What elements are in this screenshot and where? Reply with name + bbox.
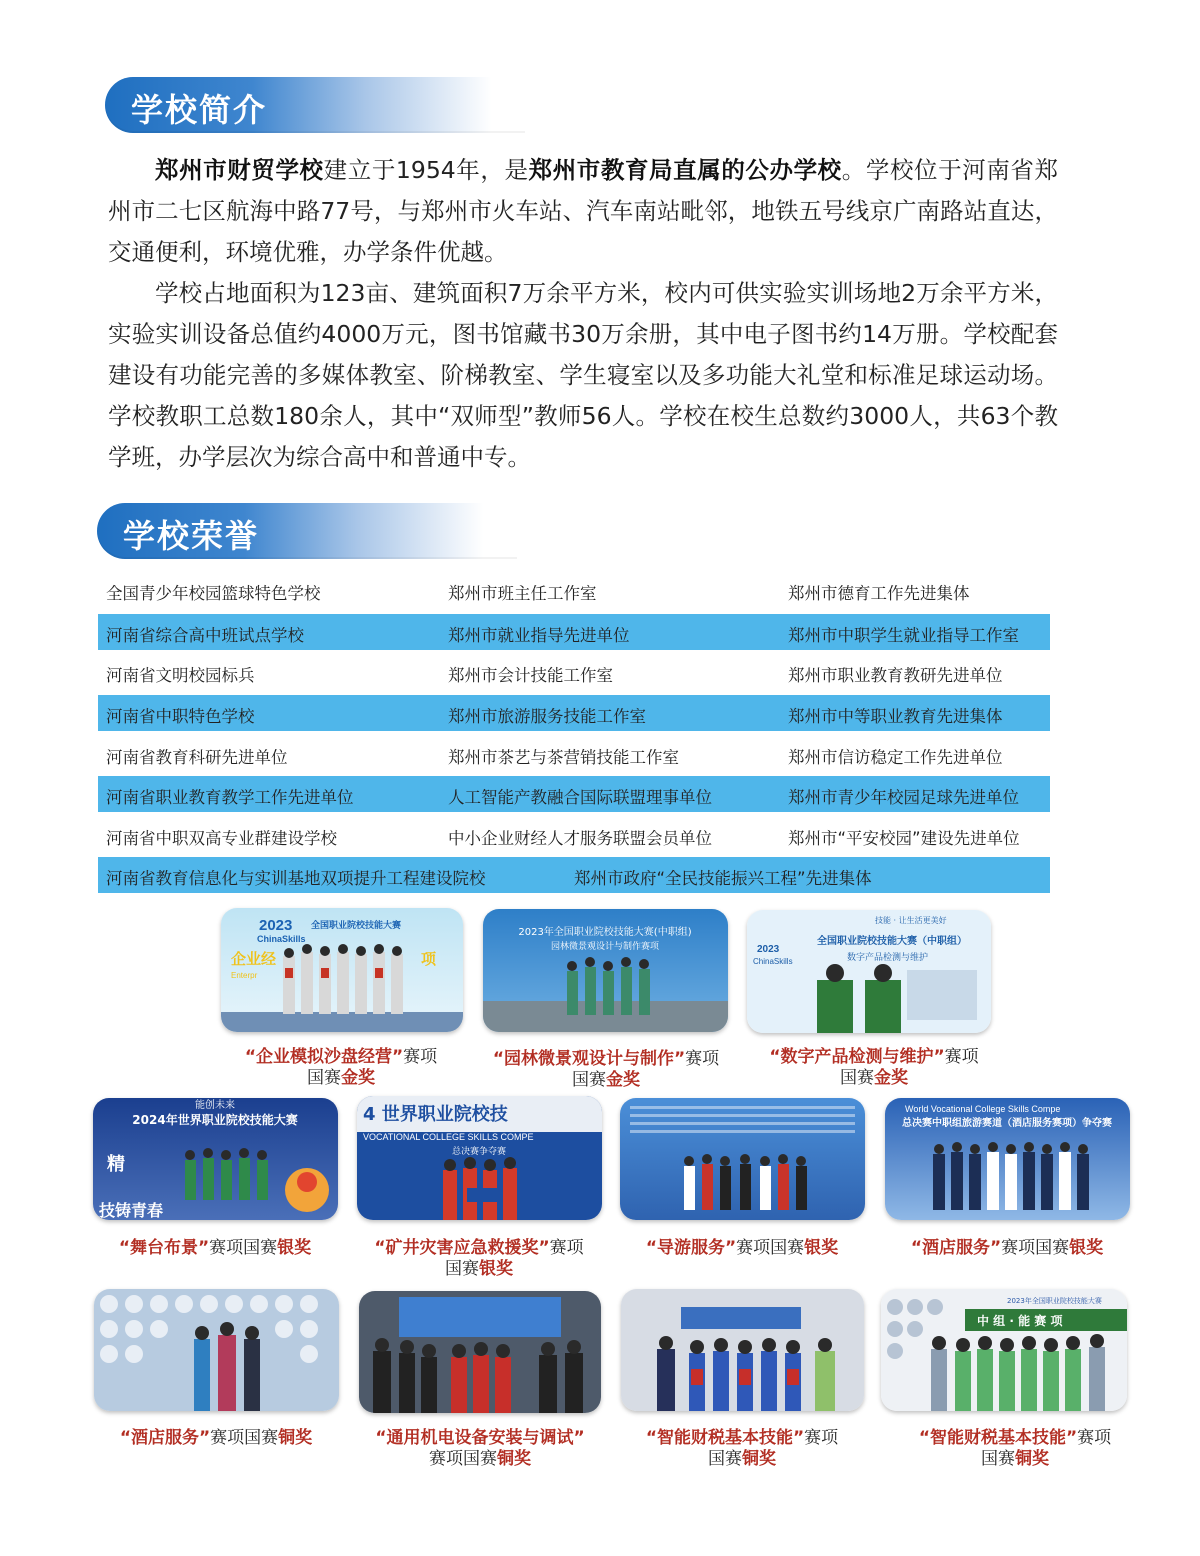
honor-row [98,857,1050,893]
honor-row [98,736,1050,772]
svg-text:2023年全国职业院校技能大赛(中职组): 2023年全国职业院校技能大赛(中职组) [518,927,692,938]
honor-row [98,654,1050,690]
honor-item: 郑州市“平安校园”建设先进单位 [788,829,1020,848]
honor-item: 河南省文明校园标兵 [106,666,255,685]
honor-item: 郑州市就业指导先进单位 [448,626,630,645]
award-photo [359,1291,601,1413]
award-caption: “通用机电设备安装与调试” 赛项国赛铜奖 [375,1428,585,1469]
award-caption: “园林微景观设计与制作”赛项 国赛金奖 [492,1049,720,1090]
award-caption: “酒店服务”赛项国赛银奖 [910,1238,1104,1258]
award-photo [357,1096,602,1220]
honor-item: 河南省教育科研先进单位 [106,748,288,767]
honor-item: 郑州市旅游服务技能工作室 [448,707,646,726]
section-title-honor [97,503,517,559]
honor-item: 郑州市政府“全民技能振兴工程”先进集体 [574,869,872,888]
svg-text:技能 · 让生活更美好: 技能 · 让生活更美好 [875,916,947,925]
award-caption: “舞台布景”赛项国赛银奖 [118,1238,312,1258]
svg-text:数字产品检测与维护: 数字产品检测与维护 [847,953,929,963]
svg-text:VOCATIONAL COLLEGE SKILLS COMP: VOCATIONAL COLLEGE SKILLS COMPE [363,1132,534,1142]
award-photo [221,908,463,1032]
award-photo [747,910,991,1033]
honor-item: 人工智能产教融合国际联盟理事单位 [448,788,712,807]
award-caption: “数字产品检测与维护”赛项 国赛金奖 [769,1047,979,1088]
award-caption: “导游服务”赛项国赛银奖 [645,1238,839,1258]
svg-text:能创未来: 能创未来 [195,1100,235,1111]
honor-item: 郑州市德育工作先进集体 [788,584,970,603]
honor-item: 郑州市班主任工作室 [448,584,597,603]
honor-item: 郑州市茶艺与茶营销技能工作室 [448,748,679,767]
section-title-text: 学校荣誉 [123,517,260,555]
award-photo [483,909,728,1032]
honor-item: 郑州市中等职业教育先进集体 [788,707,1003,726]
svg-text:技铸青春: 技铸青春 [99,1201,164,1220]
svg-text:2024年世界职业院校技能大赛: 2024年世界职业院校技能大赛 [132,1113,298,1127]
svg-text:全国职业院校技能大赛: 全国职业院校技能大赛 [311,921,402,931]
honor-item: 河南省教育信息化与实训基地双项提升工程建设院校 [106,869,486,888]
svg-text:2023: 2023 [757,944,780,955]
honor-item: 河南省中职双高专业群建设学校 [106,829,337,848]
award-caption: “酒店服务”赛项国赛铜奖 [119,1428,313,1448]
svg-text:精: 精 [107,1154,125,1175]
honor-row [98,817,1050,853]
honor-item: 河南省综合高中班试点学校 [106,626,304,645]
award-photo [94,1289,339,1411]
svg-text:ChinaSkills: ChinaSkills [257,934,306,944]
honor-item: 郑州市中职学生就业指导工作室 [788,626,1019,645]
svg-text:ChinaSkills: ChinaSkills [753,957,793,966]
award-photo [93,1098,338,1220]
svg-text:World Vocational College Skill: World Vocational College Skills Compe [905,1104,1061,1114]
svg-text:企业经: 企业经 [231,950,277,968]
svg-text:总决赛中职组旅游赛道（酒店服务赛项）争夺赛: 总决赛中职组旅游赛道（酒店服务赛项）争夺赛 [902,1118,1112,1129]
svg-text:Enterpr: Enterpr [231,971,258,980]
award-caption: “矿井灾害应急救援奖”赛项 国赛银奖 [374,1238,584,1279]
honor-item: 全国青少年校园篮球特色学校 [106,584,321,603]
svg-text:全国职业院校技能大赛（中职组）: 全国职业院校技能大赛（中职组） [817,936,967,947]
award-photo [881,1289,1127,1411]
honor-item: 河南省职业教育教学工作先进单位 [106,788,354,807]
award-photo [620,1098,865,1220]
svg-text:中 组 · 能 赛 项: 中 组 · 能 赛 项 [977,1314,1063,1328]
honor-item: 中小企业财经人才服务联盟会员单位 [448,829,712,848]
honor-row [98,776,1050,812]
honor-row [98,695,1050,731]
svg-text:4 世界职业院校技: 4 世界职业院校技 [363,1104,508,1125]
svg-text:2023年全国职业院校技能大赛: 2023年全国职业院校技能大赛 [1007,1297,1102,1305]
award-photo [885,1098,1130,1220]
honor-item: 郑州市信访稳定工作先进单位 [788,748,1003,767]
honor-row [98,614,1050,650]
honor-row [98,572,1050,608]
honor-item: 郑州市职业教育教研先进单位 [788,666,1003,685]
svg-text:2023: 2023 [259,917,293,934]
honor-item: 郑州市青少年校园足球先进单位 [788,788,1019,807]
intro-paragraph-2: 学校占地面积为123亩、建筑面积7万余平方米，校内可供实验实训场地2万余平方米，实验实训设备总值约4000万元，图书馆藏书30万余册，其中电子图书约14万册。学校配套建设有功能完善的多媒体教室、阶梯教室、学生寝室以及多功能大礼堂和标准足球运动场。学校教职工总数180余人，其中“双师型”教师56人。学校在校生总数约3000人，共63个教学班，办学层次为综合高中和普通中专。 [108,279,1058,471]
honor-item: 郑州市会计技能工作室 [448,666,613,685]
award-caption: “智能财税基本技能”赛项 国赛铜奖 [645,1428,839,1469]
svg-text:总决赛争夺赛: 总决赛争夺赛 [451,1147,507,1157]
section-title-intro [105,77,525,133]
svg-text:项: 项 [421,950,437,968]
svg-text:园林微景观设计与制作赛项: 园林微景观设计与制作赛项 [550,942,660,952]
intro-text [108,150,1058,478]
intro-paragraph-1: 郑州市财贸学校建立于1954年，是郑州市教育局直属的公办学校。学校位于河南省郑州市二七区航海中路77号，与郑州市火车站、汽车南站毗邻，地铁五号线京广南路站直达，交通便利，环境优雅，办学条件优越。 [108,156,1059,266]
section-title-text: 学校简介 [131,91,268,129]
award-caption: “企业模拟沙盘经营”赛项 国赛金奖 [244,1047,438,1088]
award-caption: “智能财税基本技能”赛项 国赛铜奖 [918,1428,1112,1469]
award-photo [621,1289,864,1411]
honor-item: 河南省中职特色学校 [106,707,255,726]
